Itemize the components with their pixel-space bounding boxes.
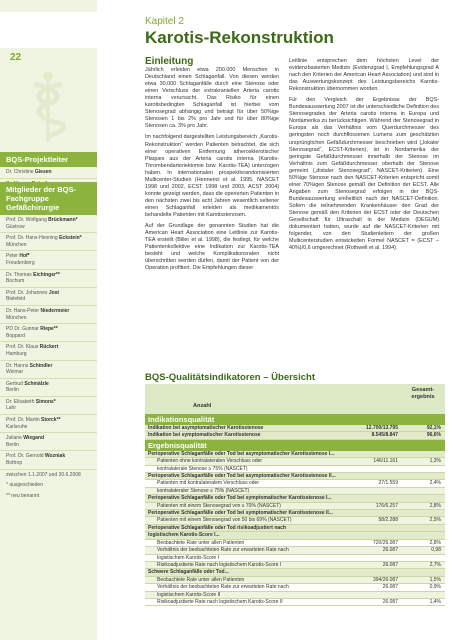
- text-column-right: [289, 58, 439, 256]
- sidebar-person: [0, 251, 97, 269]
- sidebar-note: ** neu benannt: [6, 492, 40, 499]
- person-surname: Niedermeier: [40, 307, 70, 314]
- fachgruppe-heading: Mitglieder der BQS-Fachgruppe Gefäßchirurgie: [0, 182, 97, 215]
- qi-row-anzahl: [340, 569, 400, 575]
- qi-row-ergebnis: 2,4%: [429, 480, 441, 487]
- body-paragraph: Leitlinie entsprechen dem höchsten Level der evidenzbasierten Medizin (Evidenzgrad I, Empfehlungsgrad A nach den Kriterien der American Heart Association) und sind in das Auswertungskonzept des Leistungsbereichs Karotis-Rekonstruktion übernommen worden.: [289, 58, 439, 93]
- qi-row-ergebnis: 2,8%: [429, 539, 441, 546]
- qi-row-label: logistischem Karotis-Score I: [157, 554, 219, 561]
- table-row: [145, 480, 445, 487]
- qi-row-anzahl: 27/1.559: [378, 480, 398, 487]
- table-row: [145, 466, 445, 473]
- person-surname: Simons*: [35, 398, 56, 405]
- person-firstname: Prof. Dr. Wolfgang: [6, 217, 47, 223]
- qi-row-ergebnis: [400, 488, 445, 494]
- sidebar-person: [0, 215, 97, 233]
- person-surname: Schindler: [29, 362, 53, 369]
- table-row: [145, 577, 445, 584]
- sidebar: [0, 0, 97, 640]
- qi-row-ergebnis: 1,3%: [429, 458, 441, 465]
- caduceus-logo-icon: [4, 66, 92, 146]
- qi-row-ergebnis: [400, 525, 445, 531]
- qi-row-label: Perioperative Schlaganfälle oder Tod bei asymptomatischer Karotisstenose I...: [148, 450, 335, 457]
- qi-row-ergebnis: [400, 569, 445, 575]
- qi-col-gesamtergebnis: Gesamt-ergebnis: [411, 387, 435, 400]
- person-city: Berlin: [6, 441, 19, 448]
- qi-row-label: Patienten mit einem Stenosegrad von 50 bis 69% (NASCET): [157, 517, 292, 524]
- qi-row-ergebnis: 2,5%: [429, 517, 441, 524]
- table-row: [145, 547, 445, 554]
- qi-row-anzahl: 26.087: [382, 547, 398, 554]
- person-city: Berlin: [6, 387, 19, 394]
- person-city: Bottrop: [6, 460, 23, 467]
- person-city: Weimar: [6, 369, 24, 376]
- qi-row-anzahl: 394/26.087: [372, 576, 398, 583]
- sidebar-person: [0, 233, 97, 251]
- qi-row-anzahl: [340, 510, 400, 516]
- qi-row-label: Verhältnis der beobachteten Rate zur erwarteten Rate nach: [157, 547, 289, 554]
- person-city: München: [6, 314, 27, 321]
- qi-row-label: logistischem Karotis-Score II: [157, 591, 221, 598]
- qi-row-ergebnis: [400, 495, 445, 501]
- qi-row-anzahl: 26.087: [382, 584, 398, 591]
- person-city: Bochum: [6, 278, 25, 285]
- person-city: München: [6, 241, 27, 248]
- qi-row-ergebnis: 96,6%: [426, 432, 441, 439]
- table-row: [145, 425, 445, 432]
- table-row: [145, 599, 445, 606]
- qi-row-label: Risikoadjustierte Rate nach logistischem Karotis-Score II: [157, 598, 283, 605]
- sidebar-person: [0, 451, 97, 469]
- person-surname: Eichinger**: [33, 271, 60, 278]
- table-row: [145, 540, 445, 547]
- qi-row-anzahl: 58/2.288: [378, 517, 398, 524]
- qi-row-anzahl: [340, 555, 400, 561]
- qi-row-label: Patienten mit einem Stenosegrad von ≥ 70% (NASCET): [157, 502, 281, 509]
- qi-row-anzahl: 26.087: [382, 598, 398, 605]
- qi-row-label: Indikation bei symptomatischer Karotisstenose: [148, 432, 261, 439]
- person-firstname: Dr. Christine: [6, 169, 34, 175]
- person-firstname: Prof. Dr. Martin: [6, 417, 40, 424]
- sidebar-person: [0, 306, 97, 324]
- body-paragraph: Für den Vergleich der Ergebnisse der BQS-Bundesauswertung 2007 ist die unterschiedliche Definition des Stenosegrades der Arteria carotis interna in Europa und Nordamerika zu berücksichtigen. Während der Stenosegrad in Europa als das Verhältnis vom Querdurchmesser des geringsten noch durchflossenen Lumens zum geschätzten ursprünglichen Gefäßdurchmesser beschrieben wird („lokaler Stenosegrad“, ECST-Kriterien), ist in Nordamerika der geringste Gefäßdurchmesser innerhalb der Stenose im Verhältnis zum Gefäßdurchmesser oberhalb der Stenose gemeint („distaler Stenosegrad“, NASCET-Kriterien). Eine 50%ige Stenose nach den NASCET-Kriterien entspricht somit einer 70%igen Stenose gemäß der Definition der ECST. Alle Angaben zum Stenosegrad erfolgen in der BQS-Bundesauswertung einheitlich nach der NASCET-Definition. Sofern die teilnehmenden Krankenhäuser den Grad der Stenose gemäß den Kriterien der ECST oder der Deutschen Gesellschaft für Ultraschall in der Medizin (DEGUM) dokumentiert hatten, wurde auf die NASCET-Kriterien mit folgender, von den Studienleitern der großen Multicenterstudien entwickelten Formel NASCET = (ECST – 40%)/0,6 umgerechnet (Rothwell et al. 1994).: [289, 97, 439, 252]
- qi-row-ergebnis: [400, 451, 445, 457]
- qi-row-label: Perioperative Schlaganfälle oder Tod bei asymptomatischer Karotisstenose II...: [148, 473, 336, 480]
- qi-row-anzahl: [340, 495, 400, 501]
- person-city: Boppard: [6, 332, 25, 339]
- qi-row-label: Patienten ohne kontralateralen Verschluss oder: [157, 458, 263, 465]
- qi-row-label: logistischem Karotis-Score I...: [148, 532, 220, 539]
- qi-row-ergebnis: [400, 466, 445, 472]
- body-paragraph: Jährlich erleiden etwa 200.000 Menschen in Deutschland einen Schlaganfall. Von diesen werden etwa 30.000 Schlaganfälle durch eine Stenose oder einen Verschluss der extrakraniellen Arteria carotis interna verursacht. Das Risiko für einen karotisbedingten Schlaganfall ist hierbei vom Stenosegrad abhängig und beträgt für über 50%ige Stenosen 1 bis 2% pro Jahr und für über 80%ige Stenosen ca. 3% pro Jahr.: [145, 67, 279, 130]
- qi-row-ergebnis: 0,98: [431, 547, 441, 554]
- person-firstname: Prof. Dr. Hans-Henning: [6, 235, 58, 242]
- qi-group-ergebnisqualitaet: Ergebnisqualität: [145, 440, 445, 451]
- person-surname: Rückert: [39, 344, 59, 351]
- person-city: Güstrow: [6, 223, 25, 230]
- person-surname: Wozniak: [44, 453, 66, 460]
- person-firstname: Prof. Dr. Klaus: [6, 344, 39, 351]
- person-city: Lahr: [6, 405, 17, 412]
- qi-col-anzahl: Anzahl: [193, 403, 212, 409]
- table-row: [145, 584, 445, 591]
- qi-row-anzahl: [340, 451, 400, 457]
- qi-row-ergebnis: 2,7%: [429, 561, 441, 568]
- sidebar-note: zwischen 1.1.2007 und 30.6.2008: [6, 471, 81, 478]
- qi-row-label: Perioperative Schlaganfälle oder Tod bei symptomatischer Karotisstenose I...: [148, 495, 332, 502]
- person-surname: Jost: [48, 289, 60, 296]
- person-firstname: Dr. Thomas: [6, 271, 32, 278]
- section-heading-einleitung: Einleitung: [145, 56, 194, 67]
- person-surname: Eckstein*: [59, 235, 82, 242]
- sidebar-top-band: [0, 12, 97, 48]
- page-number: 22: [10, 52, 22, 63]
- sidebar-person: [0, 379, 97, 397]
- qi-row-anzahl: [340, 488, 400, 494]
- person-firstname: Peter: [6, 253, 18, 260]
- table-row: [145, 458, 445, 465]
- body-paragraph: Auf der Grundlage der genannten Studien hat die American Heart Association eine Leitlinie zur Karotis-TEA erstellt (Biller et al. 1998), die festlegt, für welche Patientenkollektive eine Indikation zur Karotis-TEA besteht und welche Komplikationsraten nicht überschritten werden dürfen, damit der Patient von der Operation profitiert. Die Empfehlungen dieser: [145, 223, 279, 272]
- table-row: [145, 503, 445, 510]
- person-surname: Wiegand: [23, 435, 45, 442]
- table-row: [145, 473, 445, 480]
- qi-row-anzahl: [340, 592, 400, 598]
- person-firstname: Juliane: [6, 435, 22, 442]
- qi-row-label: Schwere Schlaganfälle oder Tod...: [148, 569, 229, 576]
- qi-table: [145, 414, 445, 606]
- person-city: Hamburg: [6, 350, 27, 357]
- qi-row-label: Risikoadjustierte Rate nach logistischem Karotis-Score I: [157, 561, 282, 568]
- qi-row-ergebnis: [400, 510, 445, 516]
- person-surname: Storck**: [41, 417, 61, 424]
- text-column-left: [145, 58, 279, 276]
- person-city: Karlsruhe: [6, 423, 28, 430]
- qi-row-ergebnis: [400, 555, 445, 561]
- sidebar-person: [0, 361, 97, 379]
- table-row: [145, 451, 445, 458]
- person-city: Bielefeld: [6, 296, 26, 303]
- qi-row-label: Beobachtete Rate unter allen Patienten: [157, 539, 245, 546]
- chapter-label: Kapitel 2: [145, 16, 184, 27]
- sidebar-person: [0, 397, 97, 415]
- qi-row-anzahl: [340, 532, 400, 538]
- table-row: [145, 592, 445, 599]
- table-row: [145, 555, 445, 562]
- person-city: Freudenberg: [6, 259, 35, 266]
- qi-row-label: Indikation bei asymptomatischer Karotisstenose: [148, 425, 264, 431]
- qi-row-ergebnis: 1,5%: [429, 576, 441, 583]
- qi-overview-title: BQS-Qualitätsindikatoren – Übersicht: [145, 372, 315, 383]
- qi-row-anzahl: [340, 473, 400, 479]
- person-firstname: PD Dr. Gunnar: [6, 326, 39, 333]
- person-firstname: Dr. Hanns: [6, 362, 29, 369]
- qi-row-anzahl: 176/6.257: [375, 502, 398, 509]
- qi-row-anzahl: 8.545/8.847: [371, 432, 398, 439]
- person-surname: Hof*: [19, 253, 30, 260]
- sidebar-note: * ausgeschieden: [6, 482, 43, 489]
- qi-row-ergebnis: 0,9%: [429, 584, 441, 591]
- qi-row-anzahl: 12.700/13.795: [366, 425, 398, 431]
- qi-row-label: kontralaterale Stenose ≥ 75% (NASCET): [157, 465, 248, 472]
- sidebar-person: [0, 324, 97, 342]
- qi-row-ergebnis: 1,4%: [429, 598, 441, 605]
- qi-row-ergebnis: 2,8%: [429, 502, 441, 509]
- table-row: [145, 532, 445, 539]
- person-surname: Brückmann*: [48, 217, 78, 223]
- sidebar-fachgruppe: [0, 182, 97, 501]
- body-paragraph: Im nachfolgend dargestellten Leistungsbereich „Karotis-Rekonstruktion“ werden Patienten betrachtet, die sich einer operativen Entfernung atherosklerotischer Plaques aus der Arteria carotis interna (Karotis-Thrombendarteriektomie bzw. Karotis-TEA) unterzogen haben. In internationalen prospektivrandomisierten Multicenter-Studien (Hennerici et al. 1995, NASCET 1998 und 2002, ECST 1998 und 2003, ACST 2004) konnte gezeigt werden, dass die operierten Patienten in den nächsten zwei bis acht Jahren wesentlich seltener einen Schlaganfall erleiden als medikamentös behandelte Patienten mit Karotisstenosen.: [145, 134, 279, 218]
- qi-row-anzahl: [340, 466, 400, 472]
- person-firstname: Dr. Hans-Peter: [6, 307, 40, 314]
- qi-row-ergebnis: [400, 592, 445, 598]
- table-row: [145, 525, 445, 532]
- qi-row-label: kontralateraler Stenose ≥ 75% (NASCET): [157, 487, 250, 494]
- qi-row-label: Verhältnis der beobachteten Rate zur erwarteten Rate nach: [157, 584, 289, 591]
- table-row: [145, 517, 445, 524]
- qi-row-anzahl: 720/26.087: [372, 539, 398, 546]
- qi-table-header: [145, 384, 445, 414]
- person-firstname: Prof. Dr. Johannes: [6, 289, 48, 296]
- qi-row-ergebnis: 92,1%: [426, 425, 441, 431]
- qi-row-label: Beobachtete Rate unter allen Patienten: [157, 576, 245, 583]
- projektleiter-heading: BQS-Projektleiter: [0, 152, 97, 167]
- qi-row-label: Patienten mit kontralateralem Verschluss oder: [157, 480, 259, 487]
- person-firstname: Gertrud: [6, 380, 23, 387]
- qi-row-anzahl: 26.087: [382, 561, 398, 568]
- sidebar-person: [0, 433, 97, 451]
- page-title: Karotis-Rekonstruktion: [145, 28, 334, 47]
- person-firstname: Dr. Elisabeth: [6, 398, 35, 405]
- qi-row-ergebnis: [400, 473, 445, 479]
- qi-group-indikationsqualitaet: Indikationsqualität: [145, 414, 445, 425]
- table-row: [145, 495, 445, 502]
- person-surname: Riepe**: [40, 326, 58, 333]
- sidebar-person: [0, 167, 97, 179]
- qi-row-label: Perioperative Schlaganfälle oder Tod risikoadjustiert nach: [148, 524, 287, 531]
- sidebar-person: [0, 342, 97, 360]
- sidebar-person: [0, 270, 97, 288]
- qi-row-ergebnis: [400, 532, 445, 538]
- sidebar-person: [0, 288, 97, 306]
- table-row: [145, 432, 445, 439]
- sidebar-person: [0, 415, 97, 433]
- qi-row-anzahl: 146/11.161: [373, 458, 398, 465]
- table-row: [145, 569, 445, 576]
- table-row: [145, 488, 445, 495]
- person-surname: Giesen: [34, 169, 52, 175]
- table-row: [145, 562, 445, 569]
- qi-row-label: Perioperative Schlaganfälle oder Tod bei symptomatischer Karotisstenose II...: [148, 510, 333, 517]
- table-row: [145, 510, 445, 517]
- person-firstname: Prof. Dr. Gernold: [6, 453, 44, 460]
- qi-row-anzahl: [340, 525, 400, 531]
- person-surname: Schmälzle: [24, 380, 49, 387]
